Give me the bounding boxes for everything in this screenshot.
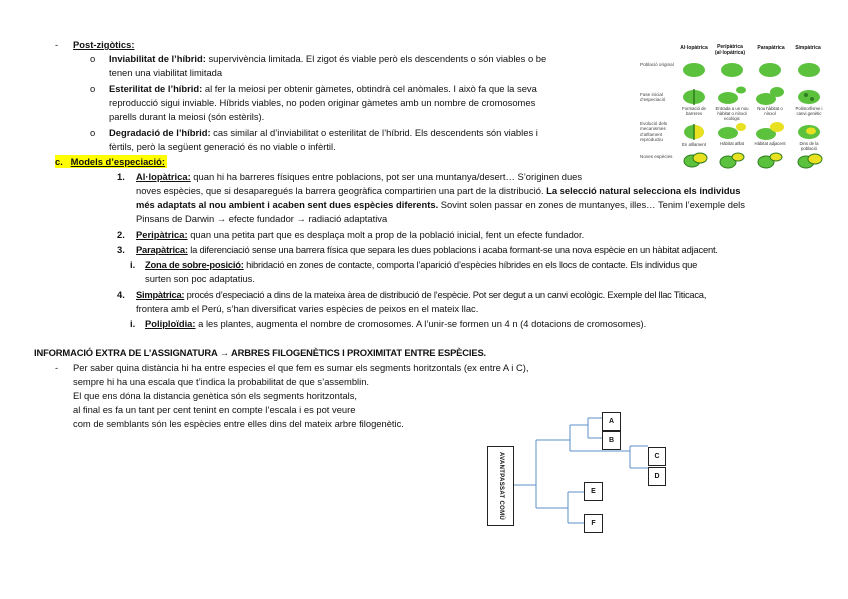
list-bullet: - [55,362,59,373]
tree-leaf-e: E [584,482,603,501]
text-line: tenen una viabilitat limitada [109,67,223,78]
term-label: Parapàtrica: [136,244,188,255]
tree-leaf-f: F [584,514,603,533]
list-bullet: - [55,39,59,50]
term-label: Zona de sobre-posició: [145,259,244,270]
figure-row-label: Població original [640,62,674,67]
tree-leaf-a: A [602,412,621,431]
term-label: Peripàtrica: [136,229,188,240]
figure-column-header: Simpàtrica [795,45,821,51]
figure-column-header: Al·lopàtrica [680,45,708,51]
figure-caption: Entrada a un nou hàbitat o nínxol ecològic [715,106,749,121]
text-line: fèrtils, però la següent generació és no viable o infèrtil. [109,141,336,152]
post-item-inviabilitat: Inviabilitat de l’híbrid: supervivència limitada. El zigot és viable però els descendents o són viables o be [109,53,547,64]
text-line: reproducció sigui inviable. Híbrids viables, no poden originar gàmetes amb un nombre de cromosomes [109,97,536,108]
list-bullet: o [90,83,96,94]
list-number: 2. [117,229,125,240]
tree-leaf-b: B [602,431,621,450]
text-line: parells durant la meiosi (són estèrils). [109,111,265,122]
extra-line: sempre hi ha una escala que t’indica la probabilitat de que s’assemblin. [73,376,370,387]
models-heading: c. Models d’especiació: [55,156,165,167]
list-number: 3. [117,244,125,255]
list-number: i. [130,318,136,329]
figure-row-label: Noves espècies [640,154,673,159]
list-number: i. [130,259,136,270]
term-label: Al·lopàtrica: [136,171,191,182]
list-bullet: o [90,53,96,64]
figure-caption: Polimorfisme i canvi genètic [795,106,823,116]
sub-item-poliploidia: Poliploïdia: a les plantes, augmenta el nombre de cromosomes. A l’unir-se formen un 4 n (4 dotacions de cromosomes). [145,318,647,329]
term-label: Simpàtrica: [136,289,185,300]
list-number: 1. [117,171,125,182]
sub-item-sobreposicio: Zona de sobre-posició: hibridació en zones de contacte, comporta l’aparició d’espècies híbrides en els llocs de contacte. Els individus que [145,259,698,270]
tree-leaf-c: C [648,447,666,466]
term-label: Degradació de l’híbrid: [109,127,211,138]
model-allopatric: Al·lopàtrica: quan hi ha barreres físiques entre poblacions, pot ser una muntanya/desert… S’originen dues [136,171,583,182]
model-peripatric: Peripàtrica: quan una petita part que es desplaça molt a prop de la població inicial, fent un efecte fundador. [136,229,585,240]
extra-line: Per saber quina distància hi ha entre especies el que fem es sumar els segments horitzontals (ex entre A i C), [73,362,529,373]
post-item-degradacio: Degradació de l’híbrid: cas similar al d’inviabilitat o esterilitat de l’híbrid. Els descendents són viables i [109,127,538,138]
extra-heading: INFORMACIÓ EXTRA DE L’ASSIGNATURA → ARBRES FILOGENÈTICS I PROXIMITAT ENTRE ESPÈCIES. [34,347,487,358]
extra-line: El que ens dóna la distancia genètica són els segments horitzontals, [73,390,358,401]
tree-leaf-d: D [648,467,666,486]
figure-row-label: Fase inicial d’especiació [640,92,666,103]
figure-caption: Hàbitat aïllat [720,141,744,146]
figure-column-header: Parapàtrica [757,45,785,51]
term-label: Esterilitat de l’híbrid: [109,83,203,94]
model-parapatric: Parapàtrica: la diferenciació sense una barrera física que separa les dues poblacions i acaba formant-se una nova espècie en un hàbitat adjacent. [136,244,718,255]
model-simpatric: Simpàtrica: procés d’especiació a dins de la mateixa àrea de distribució de l’espècie. Pot ser degut a un canvi ecològic. Exemple del llac Titicaca, [136,289,707,300]
post-item-esterilitat: Esterilitat de l’híbrid: al fer la meiosi per obtenir gàmetes, obtindrà cel anòmales. I això fa que la seva [109,83,537,94]
figure-row-label: Evolució dels mecanismes d’aïllament reproductiu [640,121,668,143]
text-line: més adaptats al nou ambient i acaben sent dues espècies diferents. Sovint solen passar en zones de muntanyes, illes… Tenim l’exemple dels [136,199,745,210]
figure-caption: Nou hàbitat o nínxol [757,106,783,116]
term-label: Poliploïdia: [145,318,196,329]
extra-line: al final es fa un tant per cent tenint en compte l’escala i es pot veure [73,404,356,415]
figure-caption: En aïllament [682,142,706,147]
text-line: frontera amb el Perú, s’han diversificat varies espècies de peixos en el mateix llac. [136,303,479,314]
text-line: surten son poc adaptatius. [145,273,255,284]
figure-caption: Dins de la població [799,141,819,151]
list-number: 4. [117,289,125,300]
figure-caption: Hàbitat adjacent [754,141,786,146]
text-line: noves espècies, que si desaparegués la barrera geogràfica compartirien una part de la distribució. La selecció natural selecciona els individus [136,185,741,196]
speciation-models-figure [640,42,840,172]
post-zigotic-heading: Post-zigòtics: [73,39,135,50]
figure-column-header: Peripàtrica (al·lopàtrica) [714,44,745,56]
text-line: Pinsans de Darwin → efecte fundador → radiació adaptativa [136,213,388,224]
list-bullet: o [90,127,96,138]
figure-caption: Formació de barreres [682,106,706,116]
term-label: Inviabilitat de l’híbrid: [109,53,206,64]
extra-line: com de semblants són les espècies entre elles dins del mateix arbre filogenètic. [73,418,404,429]
common-ancestor-box: AVANTPASSAT COMÚ [487,446,514,526]
